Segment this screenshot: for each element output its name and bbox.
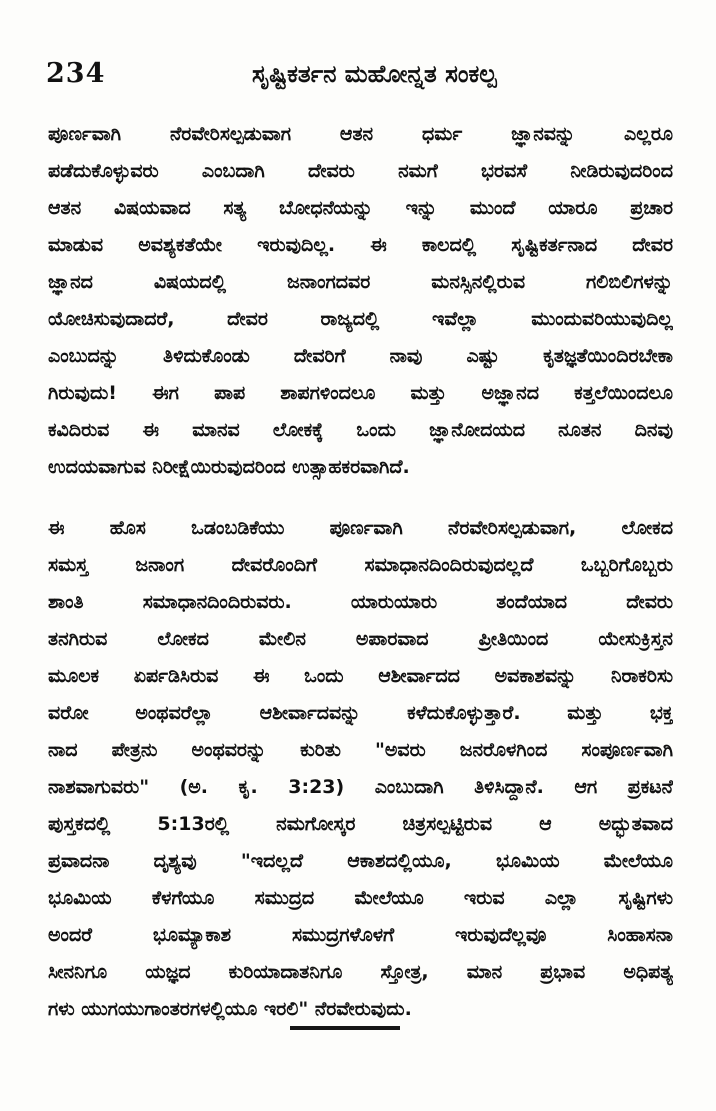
text-line: ತನಗಿರುವ ಲೋಕದ ಮೇಲಿನ ಅಪಾರವಾದ ಪ್ರೀತಿಯಿಂದ ಯೇಸುಕ್ರಿಸ್ತನ [48, 628, 673, 650]
text-line: ಪ್ರವಾದನಾ ದೃಶ್ಯವು "ಇದಲ್ಲದೆ ಆಕಾಶದಲ್ಲಿಯೂ, ಭೂಮಿಯ ಮೇಲೆಯೂ [48, 850, 673, 872]
text-line: ಈ ಹೊಸ ಒಡಂಬಡಿಕೆಯು ಪೂರ್ಣವಾಗಿ ನೆರವೇರಿಸಲ್ಪಡುವಾಗ, ಲೋಕದ [48, 517, 673, 539]
text-line: ಪಡೆದುಕೊಳ್ಳುವರು ಎಂಬದಾಗಿ ದೇವರು ನಮಗೆ ಭರವಸೆ ನೀಡಿರುವುದರಿಂದ [48, 160, 673, 182]
text-line: ನಾಶವಾಗುವರು" (ಅ. ಕೃ. 3:23) ಎಂಬುದಾಗಿ ತಿಳಿಸಿದ್ದಾನೆ. ಆಗ ಪ್ರಕಟನೆ [48, 776, 673, 798]
text-line: ಸಮಸ್ತ ಜನಾಂಗ ದೇವರೊಂದಿಗೆ ಸಮಾಧಾನದಿಂದಿರುವುದಲ್ಲದೆ ಒಬ್ಬರಿಗೊಬ್ಬರು [48, 554, 673, 576]
text-line: ಭೂಮಿಯ ಕೆಳಗೆಯೂ ಸಮುದ್ರದ ಮೇಲೆಯೂ ಇರುವ ಎಲ್ಲಾ ಸೃಷ್ಟಿಗಳು [48, 887, 673, 909]
text-line: ಆತನ ವಿಷಯವಾದ ಸತ್ಯ ಬೋಧನೆಯನ್ನು ಇನ್ನು ಮುಂದೆ ಯಾರೂ ಪ್ರಚಾರ [48, 197, 673, 219]
text-line: ನಾದ ಪೇತ್ರನು ಅಂಥವರನ್ನು ಕುರಿತು "ಅವರು ಜನರೊಳಗಿಂದ ಸಂಪೂರ್ಣವಾಗಿ [48, 739, 673, 761]
text-line: ಎಂಬುದನ್ನು ತಿಳಿದುಕೊಂಡು ದೇವರಿಗೆ ನಾವು ಎಷ್ಟು ಕೃತಜ್ಞತೆಯಿಂದಿರಬೇಕಾ [48, 345, 673, 367]
text-line: ಗಿರುವುದು! ಈಗ ಪಾಪ ಶಾಪಗಳಿಂದಲೂ ಮತ್ತು ಅಜ್ಞಾನದ ಕತ್ತಲೆಯಿಂದಲೂ [48, 382, 673, 404]
text-line: ಮಾಡುವ ಅವಶ್ಯಕತೆಯೇ ಇರುವುದಿಲ್ಲ. ಈ ಕಾಲದಲ್ಲಿ ಸೃಷ್ಟಿಕರ್ತನಾದ ದೇವರ [48, 234, 673, 256]
text-line: ಸೀನನಿಗೂ ಯಜ್ಞದ ಕುರಿಯಾದಾತನಿಗೂ ಸ್ತೋತ್ರ, ಮಾನ ಪ್ರಭಾವ ಅಧಿಪತ್ಯ [48, 961, 673, 983]
text-line: ಉದಯವಾಗುವ ನಿರೀಕ್ಷೆಯಿರುವುದರಿಂದ ಉತ್ಸಾಹಕರವಾಗಿದೆ. [48, 456, 410, 478]
text-line: ಪೂರ್ಣವಾಗಿ ನೆರವೇರಿಸಲ್ಪಡುವಾಗ ಆತನ ಧರ್ಮ ಜ್ಞಾನವನ್ನು ಎಲ್ಲರೂ [48, 123, 673, 145]
paragraph-2 [48, 510, 673, 1028]
paragraph-1 [48, 116, 673, 486]
text-line: ಅಂದರೆ ಭೂಮ್ಯಾಕಾಶ ಸಮುದ್ರಗಳೊಳಗೆ ಇರುವುದೆಲ್ಲವೂ ಸಿಂಹಾಸನಾ [48, 924, 673, 946]
page-number: 234 [46, 58, 106, 89]
end-rule-divider [290, 1026, 400, 1030]
running-title: ಸೃಷ್ಟಿಕರ್ತನ ಮಹೋನ್ನತ ಸಂಕಲ್ಪ [252, 60, 497, 88]
text-line: ಗಳು ಯುಗಯುಗಾಂತರಗಳಲ್ಲಿಯೂ ಇರಲಿ" ನೆರವೇರುವುದು. [48, 998, 412, 1020]
text-line: ಶಾಂತಿ ಸಮಾಧಾನದಿಂದಿರುವರು. ಯಾರುಯಾರು ತಂದೆಯಾದ ದೇವರು [48, 591, 673, 613]
text-line: ವರೋ ಅಂಥವರೆಲ್ಲಾ ಆಶೀರ್ವಾದವನ್ನು ಕಳೆದುಕೊಳ್ಳುತ್ತಾರೆ. ಮತ್ತು ಭಕ್ತ [48, 702, 673, 724]
text-line: ಕವಿದಿರುವ ಈ ಮಾನವ ಲೋಕಕ್ಕೆ ಒಂದು ಜ್ಞಾನೋದಯದ ನೂತನ ದಿನವು [48, 419, 673, 441]
text-line: ಜ್ಞಾನದ ವಿಷಯದಲ್ಲಿ ಜನಾಂಗದವರ ಮನಸ್ಸಿನಲ್ಲಿರುವ ಗಲಿಬಿಲಿಗಳನ್ನು [48, 271, 673, 293]
text-line: ಯೋಚಿಸುವುದಾದರೆ, ದೇವರ ರಾಜ್ಯದಲ್ಲಿ ಇವೆಲ್ಲಾ ಮುಂದುವರಿಯುವುದಿಲ್ಲ [48, 308, 673, 330]
text-line: ಮೂಲಕ ಏರ್ಪಡಿಸಿರುವ ಈ ಒಂದು ಆಶೀರ್ವಾದದ ಅವಕಾಶವನ್ನು ನಿರಾಕರಿಸು [48, 665, 673, 687]
text-line: ಪುಸ್ತಕದಲ್ಲಿ 5:13ರಲ್ಲಿ ನಮಗೋಸ್ಕರ ಚಿತ್ರಸಲ್ಪಟ್ಟಿರುವ ಆ ಅದ್ಭುತವಾದ [48, 813, 673, 835]
page-header [40, 52, 680, 102]
